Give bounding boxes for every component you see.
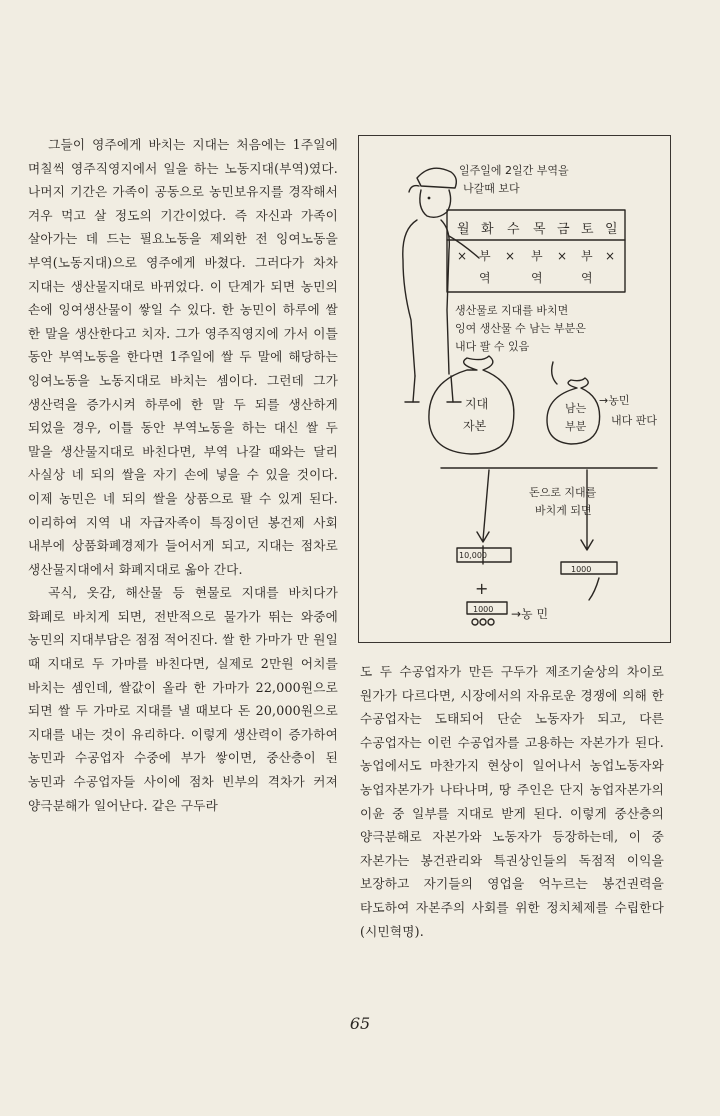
arrow-to-sack xyxy=(552,362,557,384)
farmer-label: →농 민 xyxy=(511,607,549,621)
farmer-front xyxy=(441,220,449,374)
page-number: 65 xyxy=(349,1014,371,1033)
corvee-mark: 역 xyxy=(581,271,593,285)
weekday-label: 금 xyxy=(557,222,570,237)
illustration-canvas xyxy=(359,136,672,644)
left-text-column xyxy=(28,133,338,817)
corvee-mark: 역 xyxy=(531,271,543,285)
farmer-back xyxy=(403,220,417,376)
sack-left-label-1: 지대 xyxy=(465,397,489,411)
hat-brim xyxy=(409,186,419,192)
bill-label: 10,000 xyxy=(459,551,487,560)
x-mark: × xyxy=(605,249,616,263)
arrow-note-1: →농민 xyxy=(599,394,630,407)
corvee-mark: 역 xyxy=(479,271,491,285)
corvee-mark: 부 xyxy=(581,249,593,263)
paragraph: 곡식, 옷감, 해산물 등 현물로 지대를 바치다가 화폐로 바치게 되면, 전반적으로 물가가 뛰는 와중에 농민의 지대부담은 점점 적어진다. 쌀 한 가마가 만 원일 때 지대로 두 가마를 바친다면, 실제로 2만원 어치를 바치는 셈인데, 쌀값이 올라 한 가마가 22,000원으로 되면 쌀 두 가마로 지대를 낼 때보다 돈 20,000원으로 지대를 내는 것이 유리하다. 이렇게 생산력이 증가하여 농민과 수공업자 수중에 부가 쌓이면, 중산층이 된 농민과 수공업자들 사이에 점차 빈부의 격차가 커져 양극분해가 일어난다. 같은 구두라 xyxy=(28,585,338,813)
paragraph: 그들이 영주에게 바치는 지대는 처음에는 1주일에 며칠씩 영주직영지에서 일을 하는 노동지대(부역)였다. 나머지 기간은 가족이 공동으로 농민보유지를 경작해서 겨우 먹고 살 정도의 기간이었다. 즉 자신과 가족이 살아가는 데 드는 필요노동을 제외한 전 잉여노동을 부역(노동지대)으로 영주에게 바쳤다. 그러다가 차차 지대는 생산물지대로 바뀌었다. 이 단계가 되면 농민의 손에 잉여생산물이 쌓일 수 있다. 한 농민이 하루에 쌀 한 말을 생산한다고 치자. 그가 영주직영지에 가서 이틀 동안 부역노동을 한다면 1주일에 쌀 두 말에 해당하는 잉여노동을 노동지대로 바치는 셈이다. 그런데 그가 생산력을 증가시켜 하루에 한 말 두 되를 생산하게 되었을 경우, 이틀 동안 부역노동을 하는 대신 쌀 두 말을 생산물지대로 바친다면, 부역 나갈 때와는 달리 사실상 네 되의 쌀을 자기 손에 넣을 수 있을 것이다. 이제 농민은 네 되의 쌀을 상품으로 팔 수 있게 된다. 이리하여 지역 내 자급자족이 특징이던 봉건제 사회 내부에 상품화폐경제가 들어서게 되고, 지대는 점차로 생산물지대에서 화폐지대로 옮아 간다. xyxy=(28,137,338,577)
sack-right-label-1: 남는 xyxy=(565,402,587,415)
corvee-mark: 부 xyxy=(479,249,491,263)
arrow-note-2: 내다 판다 xyxy=(611,414,658,427)
paragraph: 도 두 수공업자가 만든 구두가 제조기술상의 차이로 원가가 다르다면, 시장에서의 자유로운 경쟁에 의해 한 수공업자는 도태되어 단순 노동자가 되고, 다른 수공업자는 이런 수공업자를 고용하는 자본가가 된다. 농업에서도 마찬가지 현상이 일어나서 농업노동자와 농업자본가가 나타나며, 땅 주인은 단지 농업자본가의 이윤 중 일부를 지대로 받게 된다. 이렇게 중산층의 양극분해로 자본가와 노동자가 등장하는데, 이 중 자본가는 봉건관리와 특권상인들의 독점적 이익을 보장하고 자기들의 영업을 억누르는 봉건권력을 타도하여 자본주의 사회를 위한 정치체제를 수립한다(시민혁명). xyxy=(360,664,664,939)
weekday-label: 월 xyxy=(457,222,470,237)
coin xyxy=(488,619,494,625)
bill-label: 1000 xyxy=(473,605,494,614)
farmer-eye xyxy=(428,197,431,200)
caption-line-2: 잉여 생산물 수 남는 부분은 xyxy=(455,322,586,335)
arrow-to-farmer xyxy=(589,578,599,600)
weekday-label: 목 xyxy=(533,222,546,237)
farmer-hat xyxy=(417,168,456,188)
arrow-down-left xyxy=(477,470,489,542)
coin xyxy=(480,619,486,625)
sack-left-label-2: 자본 xyxy=(463,419,487,433)
x-mark: × xyxy=(457,249,468,263)
coin xyxy=(472,619,478,625)
speech-line-2: 나갈때 보다 xyxy=(463,182,520,195)
plus-sign: + xyxy=(475,579,489,598)
weekday-label: 화 xyxy=(481,222,494,237)
speech-line-1: 일주일에 2일간 부역을 xyxy=(459,164,569,177)
right-text-column xyxy=(360,660,664,943)
money-note-1: 돈으로 지대를 xyxy=(529,486,597,499)
weekday-row xyxy=(457,221,618,237)
x-mark: × xyxy=(505,249,516,263)
weekday-label: 수 xyxy=(507,222,520,237)
caption-line-3: 내다 팔 수 있음 xyxy=(455,340,530,353)
corvee-mark: 부 xyxy=(531,249,543,263)
hand-drawn-illustration xyxy=(358,135,671,643)
caption-line-1: 생산물로 지대를 바치면 xyxy=(455,304,569,317)
bill-label: 1000 xyxy=(571,565,592,574)
sack-right-label-2: 부분 xyxy=(565,420,587,433)
corvee-row xyxy=(457,249,615,285)
weekday-label: 일 xyxy=(605,222,618,237)
money-note-2: 바치게 되면 xyxy=(535,504,592,517)
farmer-head xyxy=(420,190,451,217)
weekday-label: 토 xyxy=(581,222,594,237)
x-mark: × xyxy=(557,249,568,263)
